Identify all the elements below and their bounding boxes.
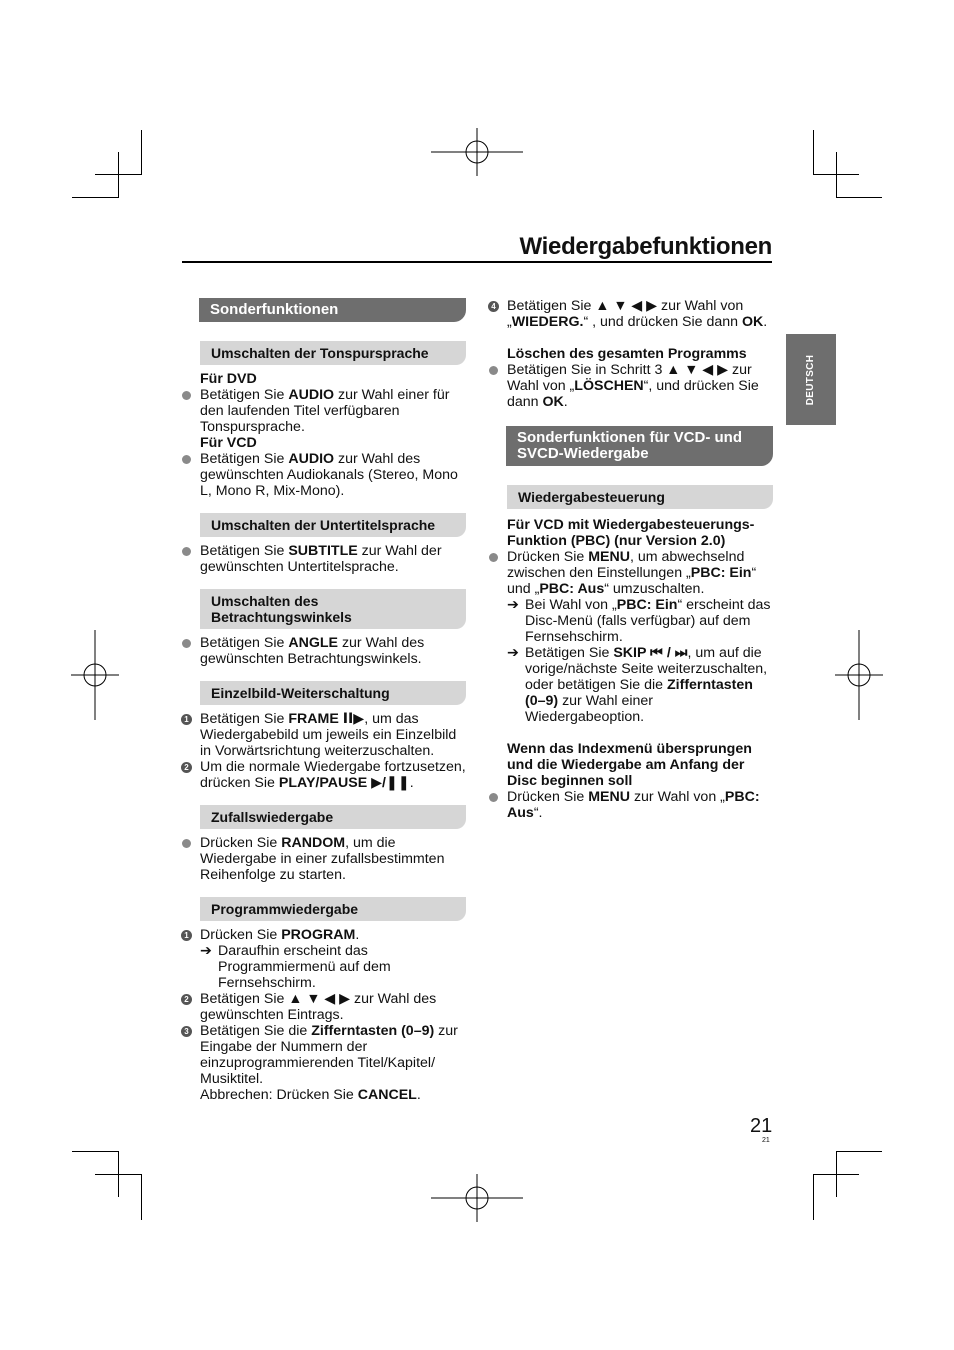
- label-fuer-vcd: Für VCD: [200, 435, 257, 451]
- label-fuer-dvd: Für DVD: [200, 371, 257, 387]
- language-side-tab: [786, 334, 836, 425]
- pbc-intro: Für VCD mit Wiedergabesteuerungs-Funktion (PBC) (nur Version 2.0): [507, 517, 755, 549]
- arrow-note: ➔ Daraufhin erscheint das Programmiermenü auf dem Fernsehschirm.: [200, 943, 391, 991]
- registration-mark-bottom: [431, 1174, 523, 1222]
- step-2-icon: 2: [181, 762, 192, 773]
- list-item: Betätigen Sie in Schritt 3 ▲ ▼ ◀ ▶ zur Wahl von „LÖSCHEN“, und drücken Sie dann OK.: [507, 362, 773, 410]
- page-number-small: 21: [762, 1137, 770, 1144]
- step-4-icon: 4: [488, 301, 499, 312]
- page-number: 21: [750, 1115, 773, 1137]
- step-3-icon: 3: [181, 1026, 192, 1037]
- language-side-tab-label: DEUTSCH: [805, 354, 816, 405]
- registration-mark-left: [71, 630, 119, 720]
- bullet-icon: [182, 839, 191, 848]
- step-1-icon: 1: [181, 714, 192, 725]
- bullet-icon: [182, 639, 191, 648]
- bullet-icon: [489, 366, 498, 375]
- list-item: Drücken Sie MENU zur Wahl von „PBC: Aus“.: [507, 789, 773, 821]
- loeschen-heading: Löschen des gesamten Programms: [507, 346, 747, 362]
- bullet-icon: [489, 553, 498, 562]
- arrow-right-icon: ➔: [507, 645, 519, 661]
- bullet-icon: [489, 793, 498, 802]
- step-1-icon: 1: [181, 930, 192, 941]
- list-item: 4 Betätigen Sie ▲ ▼ ◀ ▶ zur Wahl von „WIEDERG.“ , und drücken Sie dann OK.: [507, 298, 773, 330]
- subheading-untertitel: Umschalten der Untertitelsprache: [200, 513, 466, 537]
- arrow-note: ➔ Betätigen Sie SKIP ⏮ / ⏭, um auf die vorige/nächste Seite weiterzuschalten, oder betätigen Sie die Zifferntasten (0–9) zur Wahl einer Wiedergabeoption.: [507, 645, 768, 725]
- list-item: Betätigen Sie AUDIO zur Wahl einer für den laufenden Titel verfügbaren Tonspursprache.: [200, 387, 466, 435]
- registration-mark-right: [835, 630, 883, 720]
- arrow-right-icon: ➔: [200, 943, 212, 959]
- left-column: [184, 298, 466, 1103]
- bullet-icon: [182, 547, 191, 556]
- right-column: [491, 298, 773, 821]
- list-item: 2 Um die normale Wiedergabe fortzusetzen, drücken Sie PLAY/PAUSE ▶/❚❚.: [200, 759, 466, 791]
- list-item: 3 Betätigen Sie die Zifferntasten (0–9) zur Eingabe der Nummern der einzuprogrammierenden Titel/Kapitel/ Musiktitel.: [200, 1023, 466, 1087]
- cancel-note: Abbrechen: Drücken Sie CANCEL.: [200, 1087, 421, 1103]
- step-2-icon: 2: [181, 994, 192, 1005]
- arrow-right-icon: ➔: [507, 597, 519, 613]
- registration-mark-top: [431, 128, 523, 176]
- list-item: Drücken Sie MENU, um abwechselnd zwischen den Einstellungen „PBC: Ein“ und „PBC: Aus“ umzuschalten.: [507, 549, 773, 597]
- list-item: Drücken Sie RANDOM, um die Wiedergabe in einer zufallsbestimmten Reihenfolge zu starten.: [200, 835, 466, 883]
- tonspur-block: [200, 371, 466, 499]
- list-item: Betätigen Sie SUBTITLE zur Wahl der gewünschten Untertitelsprache.: [200, 543, 466, 575]
- subheading-zufall: Zufallswiedergabe: [200, 805, 466, 829]
- list-item: 2 Betätigen Sie ▲ ▼ ◀ ▶ zur Wahl des gewünschten Eintrags.: [200, 991, 466, 1023]
- index-heading: Wenn das Indexmenü übersprungen und die Wiedergabe am Anfang der Disc beginnen soll: [507, 741, 752, 789]
- list-item: 1 Drücken Sie PROGRAM.: [200, 927, 466, 943]
- list-item: Betätigen Sie AUDIO zur Wahl des gewünschten Audiokanals (Stereo, Mono L, Mono R, Mix-Mono).: [200, 451, 466, 499]
- section-heading-sonderfunktionen: Sonderfunktionen: [199, 298, 466, 322]
- list-item: 1 Betätigen Sie FRAME ⅠⅠ▶, um das Wiedergabebild um jeweils ein Einzelbild in Vorwärtsrichtung weiterzuschalten.: [200, 711, 466, 759]
- page-title: Wiedergabefunktionen: [519, 233, 772, 260]
- subheading-programm: Programmwiedergabe: [200, 897, 466, 921]
- bullet-icon: [182, 391, 191, 400]
- arrow-note: ➔ Bei Wahl von „PBC: Ein“ erscheint das Disc-Menü (falls verfügbar) auf dem Fernsehschirm.: [507, 597, 771, 645]
- subheading-winkel: Umschalten des Betrachtungswinkels: [200, 589, 466, 629]
- list-item: Betätigen Sie ANGLE zur Wahl des gewünschten Betrachtungswinkels.: [200, 635, 466, 667]
- subheading-einzelbild: Einzelbild-Weiterschaltung: [200, 681, 466, 705]
- subheading-wiedergabesteuerung: Wiedergabesteuerung: [507, 485, 773, 509]
- subheading-tonspur: Umschalten der Tonspursprache: [200, 341, 466, 365]
- bullet-icon: [182, 455, 191, 464]
- title-rule: [182, 261, 772, 263]
- section-heading-vcd: Sonderfunktionen für VCD- und SVCD-Wiedergabe: [506, 426, 773, 466]
